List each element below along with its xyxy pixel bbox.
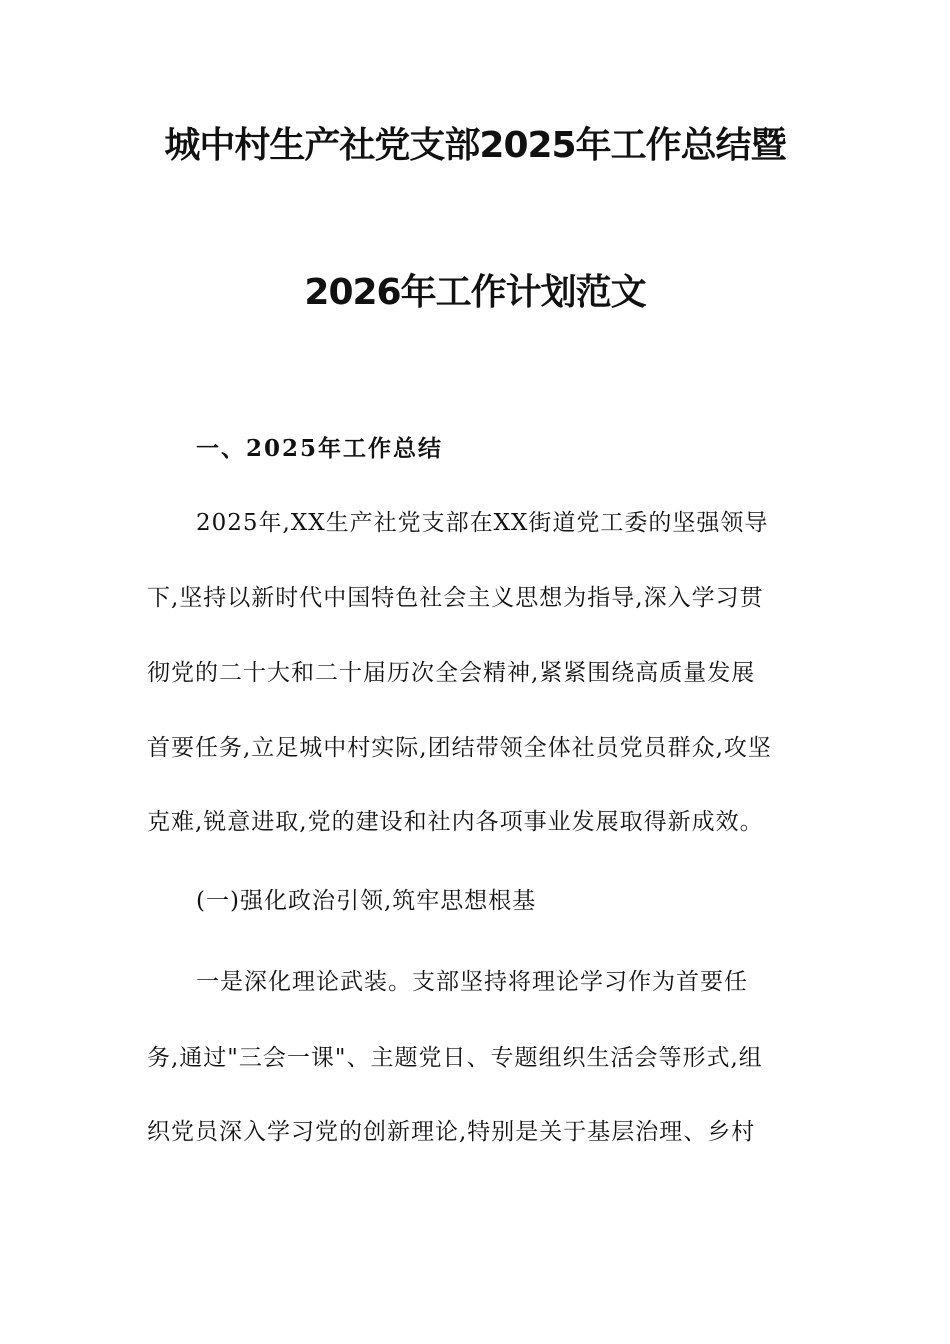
document-title-line-2: 2026年工作计划范文 (304, 272, 646, 313)
paragraph-1-line-5: 克难,锐意进取,党的建设和社内各项事业发展取得新成效。 (147, 809, 764, 835)
paragraph-1-line-1: 2025年,XX生产社党支部在XX街道党工委的坚强领导 (196, 510, 769, 536)
paragraph-1-line-2: 下,坚持以新时代中国特色社会主义思想为指导,深入学习贯 (147, 585, 764, 611)
subsection-heading: (一)强化政治引领,筑牢思想根基 (196, 888, 537, 914)
paragraph-2-line-2: 务,通过"三会一课"、主题党日、专题组织生活会等形式,组 (147, 1045, 763, 1071)
paragraph-1-line-4: 首要任务,立足城中村实际,团结带领全体社员党员群众,攻坚 (147, 735, 772, 761)
section-heading: 一、2025年工作总结 (196, 435, 444, 462)
paragraph-2-line-1: 一是深化理论武装。支部坚持将理论学习作为首要任 (196, 969, 748, 995)
document-title-line-1: 城中村生产社党支部2025年工作总结暨 (164, 125, 786, 166)
paragraph-1-line-3: 彻党的二十大和二十届历次全会精神,紧紧围绕高质量发展 (147, 660, 756, 686)
paragraph-2-line-3: 织党员深入学习党的创新理论,特别是关于基层治理、乡村 (147, 1119, 756, 1145)
